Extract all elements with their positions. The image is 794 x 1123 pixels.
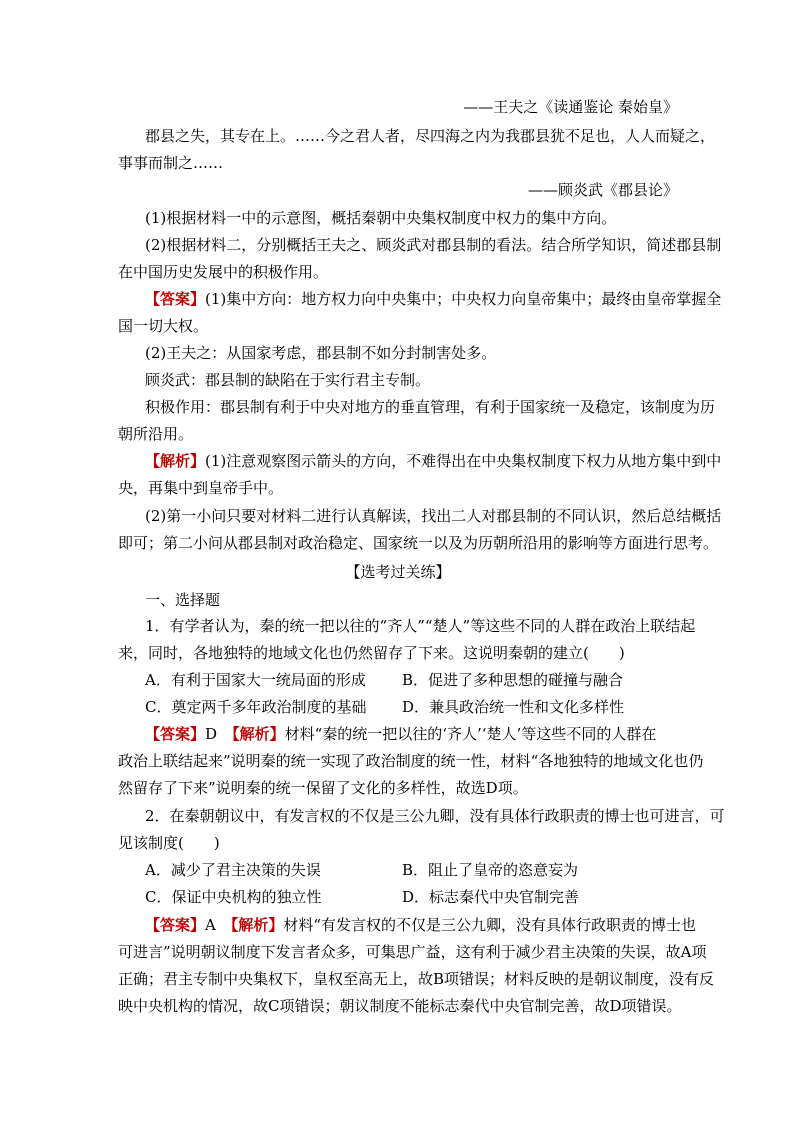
q1-stem-line1: 1．有学者认为，秦的统一把以往的“齐人”“楚人”等这些不同的人群在政治上联结起 xyxy=(145,617,696,635)
q1-analysis-line2: 政治上联结起来”说明秦的统一实现了政治制度的统一性，材料“各地独特的地域文化也仍 xyxy=(118,752,704,770)
material2-source: ——顾炎武《郡县论》 xyxy=(527,181,678,199)
answer-line2: 国一切大权。 xyxy=(118,317,209,335)
q1-analysis-line3: 然留存了下来”说明秦的统一保留了文化的多样性，故选D项。 xyxy=(118,779,528,797)
q2-option-d: D．标志秦代中央官制完善 xyxy=(402,888,580,906)
analysis-line1: 【解析】(1)注意观察图示箭头的方向，不难得出在中央集权制度下权力从地方集中到中 xyxy=(145,452,722,470)
question-1: (1)根据材料一中的示意图，概括秦朝中央集权制度中权力的集中方向。 xyxy=(145,209,617,227)
q1-option-b: B．促进了多种思想的碰撞与融合 xyxy=(402,671,624,689)
q2-analysis-line4: 映中央机构的情况，故C项错误；朝议制度不能标志秦代中央官制完善，故D项错误。 xyxy=(118,997,682,1015)
question-2-line1: (2)根据材料二，分别概括王夫之、顾炎武对郡县制的看法。结合所学知识，简述郡县制 xyxy=(145,236,722,254)
subsection-title: 一、选择题 xyxy=(145,591,221,609)
q1-option-a: A．有利于国家大一统局面的形成 xyxy=(145,671,366,689)
material1-source: ——王夫之《读通鉴论 秦始皇》 xyxy=(463,98,678,116)
q2-stem-line1: 2．在秦朝朝议中，有发言权的不仅是三公九卿，没有具体行政职责的博士也可进言，可 xyxy=(145,807,725,825)
analysis-line4: 即可；第二小问从郡县制对政治稳定、国家统一以及为历朝所沿用的影响等方面进行思考。 xyxy=(118,534,719,552)
answer-line3: (2)王夫之：从国家考虑，郡县制不如分封制害处多。 xyxy=(145,344,497,362)
q2-analysis-line2: 可进言”说明朝议制度下发言者众多，可集思广益，这有利于减少君主决策的失误，故A项 xyxy=(118,943,707,961)
question-2-line2: 在中国历史发展中的积极作用。 xyxy=(118,263,329,281)
answer-line5: 积极作用：郡县制有利于中央对地方的垂直管理，有利于国家统一及稳定，该制度为历 xyxy=(145,398,716,416)
answer-tag: 【答案】 xyxy=(145,290,206,308)
q2-analysis-tag: 【解析】 xyxy=(230,916,284,934)
q2-answer-tag: 【答案】 xyxy=(145,916,206,934)
material2-line2: 事事而制之…… xyxy=(118,154,224,172)
q2-option-a: A．减少了君主决策的失误 xyxy=(145,861,321,879)
q2-option-c: C．保证中央机构的独立性 xyxy=(145,888,322,906)
analysis-line2: 央，再集中到皇帝手中。 xyxy=(118,479,284,497)
material2-line1: 郡县之失，其专在上。……今之君人者，尽四海之内为我郡县犹不足也，人人而疑之， xyxy=(145,127,716,145)
q1-answer-tag: 【答案】 xyxy=(145,725,206,743)
q1-answer-value: D xyxy=(205,725,218,743)
q1-option-d: D．兼具政治统一性和文化多样性 xyxy=(402,698,625,716)
q1-answer-line: 【答案】D 【解析】材料“秦的统一把以往的‘齐人’‘楚人’等这些不同的人群在 xyxy=(145,725,657,743)
analysis-line3: (2)第一小问只要对材料二进行认真解读，找出二人对郡县制的不同认识，然后总结概括 xyxy=(145,507,722,525)
answer-line4: 顾炎武：郡县制的缺陷在于实行君主专制。 xyxy=(145,371,431,389)
q2-answer-line: 【答案】A 【解析】材料“有发言权的不仅是三公九卿，没有具体行政职责的博士也 xyxy=(145,916,697,934)
section-title: 【选考过关练】 xyxy=(345,563,451,581)
analysis-tag: 【解析】 xyxy=(145,452,206,470)
q1-stem-line2: 来，同时，各地独特的地域文化也仍然留存了下来。这说明秦朝的建立( ) xyxy=(118,644,625,662)
q2-analysis-line3: 正确；君主专制中央集权下，皇权至高无上，故B项错误；材料反映的是朝议制度，没有反 xyxy=(118,970,715,988)
q1-analysis-tag: 【解析】 xyxy=(232,725,285,743)
q1-option-c: C．奠定两千多年政治制度的基础 xyxy=(145,698,367,716)
q2-stem-line2: 见该制度( ) xyxy=(118,834,220,852)
answer-line6: 朝所沿用。 xyxy=(118,425,194,443)
q2-answer-value: A xyxy=(205,916,216,934)
q2-option-b: B．阻止了皇帝的恣意妄为 xyxy=(402,861,579,879)
answer-line1: 【答案】(1)集中方向：地方权力向中央集中；中央权力向皇帝集中；最终由皇帝掌握全 xyxy=(145,290,722,308)
